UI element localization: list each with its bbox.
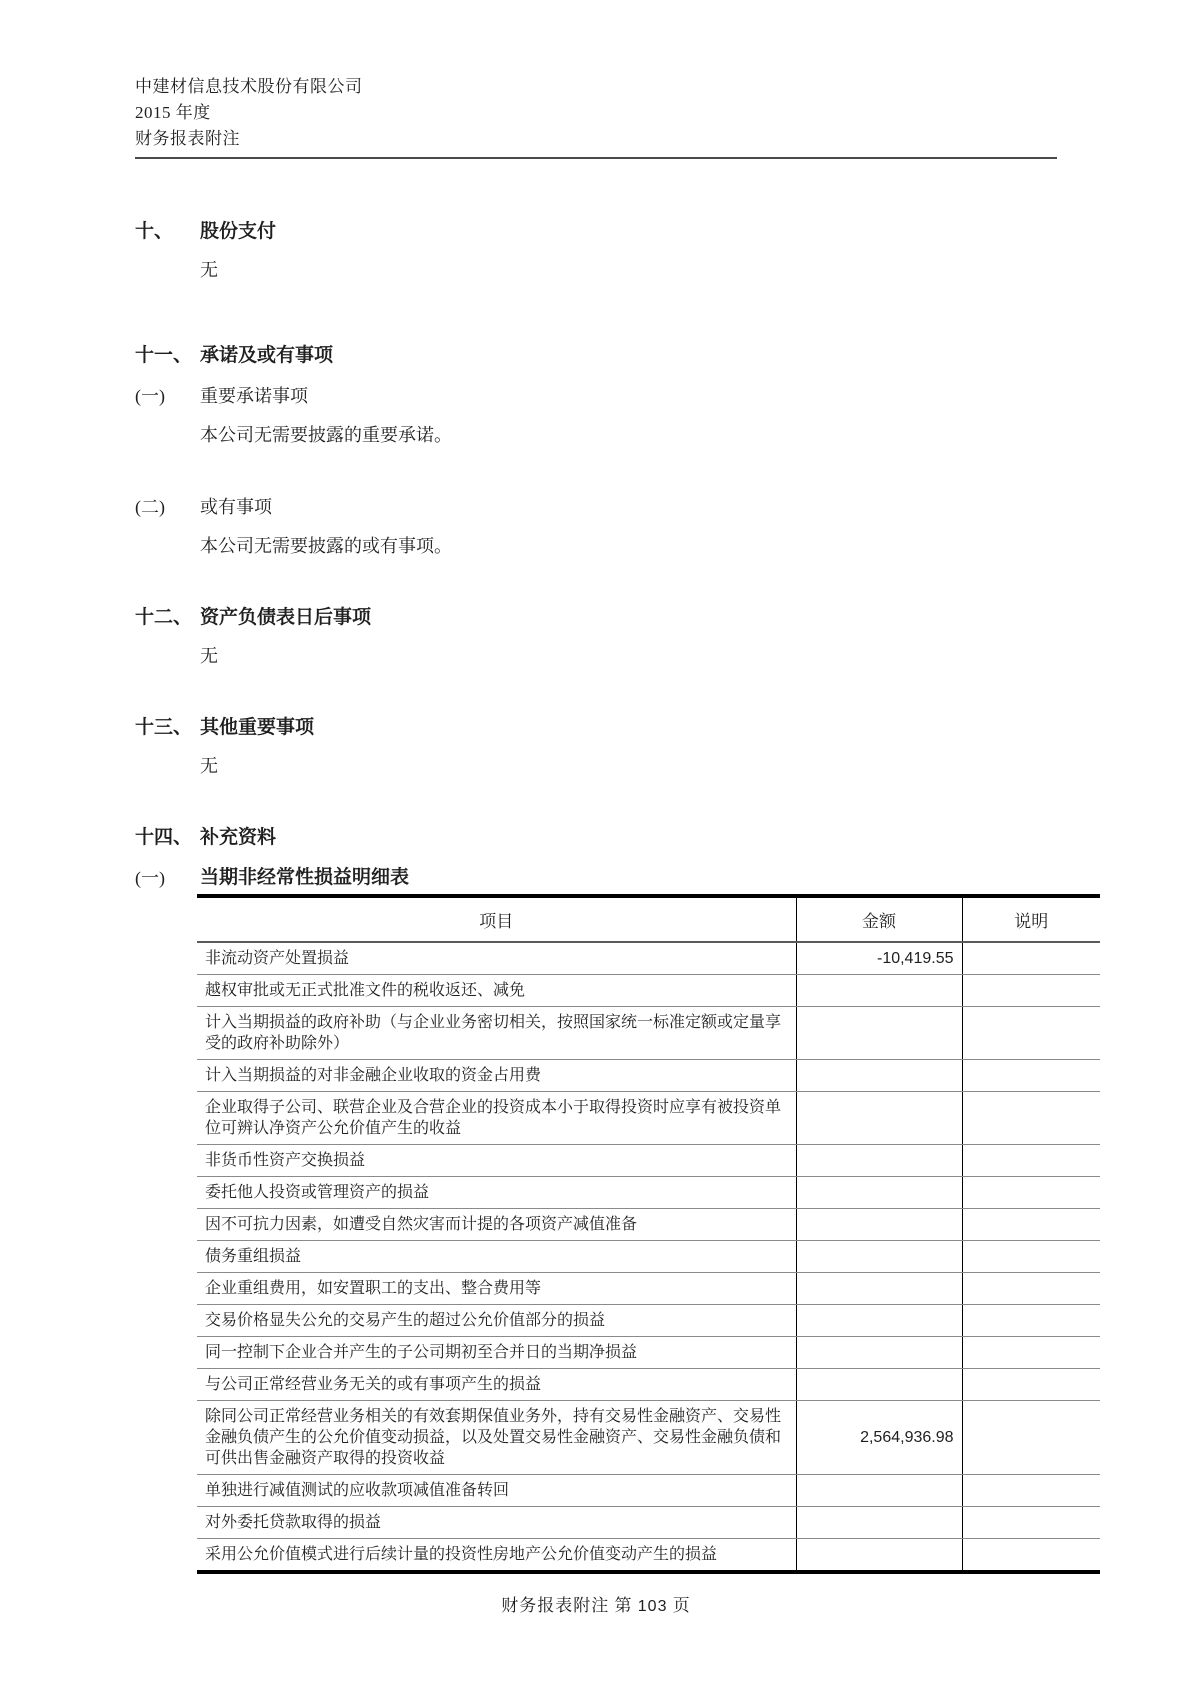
header-rule <box>135 157 1057 159</box>
section-11-number: 十一、 <box>135 345 193 366</box>
section-14-sub1-title: 当期非经常性损益明细表 <box>200 867 410 888</box>
column-header-note: 说明 <box>962 896 1100 942</box>
note-cell <box>962 942 1100 975</box>
section-13-body: 无 <box>200 756 218 776</box>
table-row <box>197 1007 1100 1060</box>
column-header-amount: 金额 <box>796 896 962 942</box>
note-cell <box>962 1007 1100 1060</box>
section-14-number: 十四、 <box>135 827 193 848</box>
section-13-title: 其他重要事项 <box>200 717 315 738</box>
note-cell <box>962 1337 1100 1369</box>
table-row <box>197 1401 1100 1475</box>
item-cell: 因不可抗力因素，如遭受自然灾害而计提的各项资产减值准备 <box>197 1209 796 1241</box>
note-cell <box>962 1060 1100 1092</box>
footer-label: 财务报表附注 第 <box>501 1596 633 1615</box>
table-row <box>197 942 1100 975</box>
page-footer <box>135 1591 1057 1616</box>
amount-cell <box>796 1507 962 1539</box>
section-14-sub1-number: (一) <box>135 868 165 888</box>
section-10-number: 十、 <box>135 221 174 242</box>
item-cell: 越权审批或无正式批准文件的税收返还、减免 <box>197 975 796 1007</box>
note-cell <box>962 1241 1100 1273</box>
amount-cell <box>796 1092 962 1145</box>
note-cell <box>962 1092 1100 1145</box>
section-11-sub2-heading <box>135 494 1057 520</box>
column-header-item: 项目 <box>197 896 796 942</box>
table-header <box>197 896 1100 942</box>
section-13-heading <box>135 715 1057 741</box>
item-cell: 非流动资产处置损益 <box>197 942 796 975</box>
amount-cell <box>796 1007 962 1060</box>
table-row <box>197 1337 1100 1369</box>
document-title: 财务报表附注 <box>135 129 240 148</box>
amount-cell <box>796 975 962 1007</box>
amount-cell: -10,419.55 <box>796 942 962 975</box>
table-row <box>197 975 1100 1007</box>
section-11-sub1-heading <box>135 383 1057 409</box>
report-year: 2015 年度 <box>135 103 211 122</box>
item-cell: 企业取得子公司、联营企业及合营企业的投资成本小于取得投资时应享有被投资单位可辨认净资产公允价值产生的收益 <box>197 1092 796 1145</box>
section-11-sub1-body: 本公司无需要披露的重要承诺。 <box>200 425 452 445</box>
note-cell <box>962 1369 1100 1401</box>
section-12-title: 资产负债表日后事项 <box>200 607 372 628</box>
amount-cell <box>796 1305 962 1337</box>
note-cell <box>962 1475 1100 1507</box>
section-11-sub2-title: 或有事项 <box>200 497 272 517</box>
amount-cell <box>796 1209 962 1241</box>
table-row <box>197 1369 1100 1401</box>
section-10-body: 无 <box>200 260 218 280</box>
item-cell: 交易价格显失公允的交易产生的超过公允价值部分的损益 <box>197 1305 796 1337</box>
amount-cell <box>796 1241 962 1273</box>
note-cell <box>962 1209 1100 1241</box>
section-11-sub1-number: (一) <box>135 386 165 406</box>
item-cell: 除同公司正常经营业务相关的有效套期保值业务外，持有交易性金融资产、交易性金融负债产生的公允价值变动损益，以及处置交易性金融资产、交易性金融负债和可供出售金融资产取得的投资收益 <box>197 1401 796 1475</box>
table-row <box>197 1092 1100 1145</box>
section-11-heading <box>135 343 1057 369</box>
note-cell <box>962 1177 1100 1209</box>
item-cell: 采用公允价值模式进行后续计量的投资性房地产公允价值变动产生的损益 <box>197 1539 796 1573</box>
nonrecurring-table-container <box>197 894 1057 1574</box>
item-cell: 计入当期损益的政府补助（与企业业务密切相关，按照国家统一标准定额或定量享受的政府补助除外） <box>197 1007 796 1060</box>
item-cell: 与公司正常经营业务无关的或有事项产生的损益 <box>197 1369 796 1401</box>
amount-cell <box>796 1539 962 1573</box>
item-cell: 委托他人投资或管理资产的损益 <box>197 1177 796 1209</box>
table-row <box>197 1209 1100 1241</box>
table-row <box>197 1060 1100 1092</box>
section-10-title: 股份支付 <box>200 221 277 242</box>
table-header-row <box>197 896 1100 942</box>
section-11-sub2-number: (二) <box>135 497 165 517</box>
company-name: 中建材信息技术股份有限公司 <box>135 77 363 96</box>
amount-cell <box>796 1145 962 1177</box>
section-14-title: 补充资料 <box>200 827 277 848</box>
table-row <box>197 1273 1100 1305</box>
item-cell: 非货币性资产交换损益 <box>197 1145 796 1177</box>
table-row <box>197 1475 1100 1507</box>
table-row <box>197 1507 1100 1539</box>
section-12-heading <box>135 605 1057 631</box>
section-10-heading <box>135 219 1057 245</box>
item-cell: 计入当期损益的对非金融企业收取的资金占用费 <box>197 1060 796 1092</box>
note-cell <box>962 1273 1100 1305</box>
table-row <box>197 1305 1100 1337</box>
note-cell <box>962 1401 1100 1475</box>
note-cell <box>962 1305 1100 1337</box>
note-cell <box>962 1507 1100 1539</box>
section-11-title: 承诺及或有事项 <box>200 345 334 366</box>
item-cell: 对外委托贷款取得的损益 <box>197 1507 796 1539</box>
item-cell: 债务重组损益 <box>197 1241 796 1273</box>
amount-cell: 2,564,936.98 <box>796 1401 962 1475</box>
amount-cell <box>796 1177 962 1209</box>
note-cell <box>962 1145 1100 1177</box>
table-row <box>197 1145 1100 1177</box>
amount-cell <box>796 1060 962 1092</box>
section-14-heading <box>135 825 1057 851</box>
section-12-number: 十二、 <box>135 607 193 628</box>
item-cell: 企业重组费用，如安置职工的支出、整合费用等 <box>197 1273 796 1305</box>
footer-page-number: 103 <box>637 1598 668 1615</box>
section-13-number: 十三、 <box>135 717 193 738</box>
nonrecurring-gains-losses-table <box>197 894 1100 1574</box>
amount-cell <box>796 1475 962 1507</box>
item-cell: 单独进行减值测试的应收款项减值准备转回 <box>197 1475 796 1507</box>
footer-suffix: 页 <box>672 1596 691 1615</box>
section-12-body: 无 <box>200 646 218 666</box>
amount-cell <box>796 1337 962 1369</box>
document-header <box>135 74 1057 159</box>
section-11-sub1-title: 重要承诺事项 <box>200 386 308 406</box>
table-row <box>197 1177 1100 1209</box>
section-11-sub2-body: 本公司无需要披露的或有事项。 <box>200 536 452 556</box>
section-14-sub1-heading <box>135 865 1057 891</box>
note-cell <box>962 975 1100 1007</box>
table-row <box>197 1539 1100 1573</box>
amount-cell <box>796 1273 962 1305</box>
table-body <box>197 942 1100 1572</box>
note-cell <box>962 1539 1100 1573</box>
amount-cell <box>796 1369 962 1401</box>
table-row <box>197 1241 1100 1273</box>
item-cell: 同一控制下企业合并产生的子公司期初至合并日的当期净损益 <box>197 1337 796 1369</box>
